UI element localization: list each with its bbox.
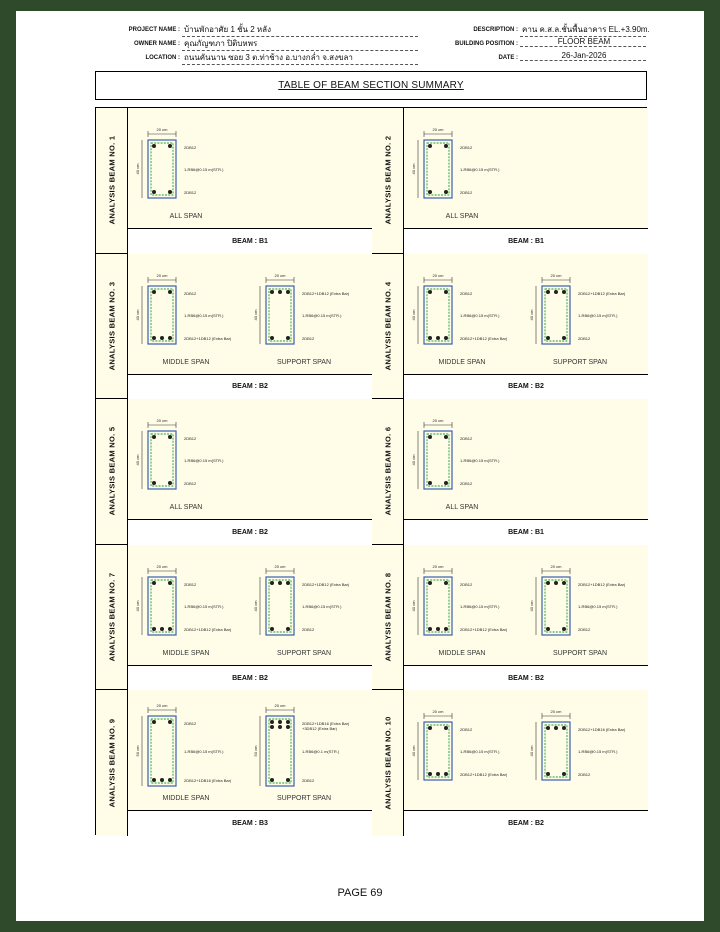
rebar <box>546 290 550 294</box>
bottom-bar-callout: 2DB12+1DB12 (Extra Bar) <box>460 626 508 632</box>
rebar <box>270 627 274 631</box>
rebar <box>270 336 274 340</box>
beam-outline <box>148 716 176 786</box>
rebar <box>270 778 274 782</box>
beam-cell <box>96 108 372 254</box>
width-label: 20 cm <box>156 272 168 278</box>
rebar <box>286 290 290 294</box>
beam-outline <box>148 286 176 344</box>
bottom-bar-callout: 2DB12 <box>302 335 315 341</box>
stirrup-callout: 1-RB6@0.15 m(STR.) <box>460 312 500 318</box>
span-caption: SUPPORT SPAN <box>552 649 608 657</box>
rebar <box>546 726 550 730</box>
section-drawing-area <box>128 690 372 811</box>
bottom-bar-callout: 2DB12+1DB16 (Extra Bar) <box>184 778 232 784</box>
beam-outline <box>424 286 452 344</box>
rebar <box>562 726 566 730</box>
beam-id-label: BEAM : B2 <box>128 520 372 545</box>
span-caption: ALL SPAN <box>445 504 479 512</box>
bottom-bar-callout: 2DB12 <box>302 626 315 632</box>
rebar <box>428 772 432 776</box>
stirrup-callout: 1-RB6@0.15 m(STR.) <box>184 167 224 172</box>
analysis-beam-label <box>96 399 128 544</box>
analysis-beam-number: ANALYSIS BEAM NO. 2 <box>383 135 392 225</box>
analysis-beam-number: ANALYSIS BEAM NO. 7 <box>107 572 116 662</box>
stirrup-callout: 1-RB6@0.15 m(STR.) <box>460 749 500 755</box>
stirrup-callout: 1-RB6@0.15 m(STR.) <box>184 312 224 318</box>
section-drawing-area <box>128 108 372 229</box>
depth-label: 40 cm <box>529 600 534 612</box>
section-drawing <box>128 108 372 229</box>
bottom-bar-callout: 2DB12 <box>184 481 197 487</box>
rebar <box>428 581 432 585</box>
date-label: DATE : <box>498 55 518 61</box>
beam-outline <box>266 577 294 635</box>
beam-cell <box>96 254 372 400</box>
section-drawing <box>404 108 648 229</box>
beam-id-label: BEAM : B2 <box>404 666 648 691</box>
depth-label: 40 cm <box>529 309 534 321</box>
section-drawing <box>128 254 372 375</box>
rebar <box>168 627 172 631</box>
table-title-box <box>95 71 647 100</box>
top-bar-callout: 2DB12 <box>460 145 473 150</box>
stirrup <box>427 289 449 341</box>
section-drawing <box>128 399 372 520</box>
beam-outline <box>148 431 176 489</box>
stirrup-callout: 1-RB6@0.15 m(STR.) <box>302 312 342 318</box>
rebar <box>444 190 448 194</box>
top-bar-callout: 2DB12+1DB12 (Extra Bar) <box>302 290 350 296</box>
rebar <box>152 336 156 340</box>
rebar <box>444 336 448 340</box>
stirrup <box>151 580 173 632</box>
beam-cell <box>372 108 648 254</box>
rebar <box>168 190 172 194</box>
top-bar-callout-extra: +3DB12 (Extra Bar) <box>302 726 338 732</box>
stirrup-callout: 1-RB6@0.15 m(STR.) <box>184 749 224 755</box>
section-drawing-area <box>404 690 648 811</box>
rebar <box>278 720 282 724</box>
rebar <box>270 581 274 585</box>
bottom-bar-callout: 2DB12+1DB12 (Extra Bar) <box>460 335 508 341</box>
rebar <box>168 435 172 439</box>
project-label: PROJECT NAME : <box>128 27 180 33</box>
stirrup <box>427 434 449 486</box>
stirrup <box>545 725 567 777</box>
top-bar-callout: 2DB12 <box>184 436 197 442</box>
beam-outline <box>424 722 452 780</box>
beam-cell <box>96 545 372 691</box>
section-drawing-area <box>128 545 372 666</box>
bottom-bar-callout: 2DB12 <box>460 190 473 195</box>
span-caption: MIDDLE SPAN <box>438 358 486 366</box>
rebar <box>152 144 156 148</box>
rebar <box>562 290 566 294</box>
beam-id-label: BEAM : B2 <box>404 811 648 836</box>
depth-label: 40 cm <box>411 745 416 757</box>
width-label: 20 cm <box>432 272 444 278</box>
project-value: บ้านพักอาศัย 1 ชั้น 2 หลัง <box>182 23 418 37</box>
span-caption: MIDDLE SPAN <box>438 649 486 657</box>
span-caption: SUPPORT SPAN <box>276 649 332 657</box>
section-drawing-area <box>404 399 648 520</box>
stirrup-callout: 1-RB6@0.15 m(STR.) <box>460 167 500 172</box>
width-label: 20 cm <box>432 127 444 132</box>
stirrup <box>545 580 567 632</box>
bottom-bar-callout: 2DB12 <box>578 772 591 778</box>
depth-label: 40 cm <box>253 309 258 321</box>
section-drawing-area <box>404 254 648 375</box>
rebar <box>428 726 432 730</box>
bottom-bar-callout: 2DB12 <box>184 190 197 195</box>
width-label: 20 cm <box>156 563 168 569</box>
width-label: 20 cm <box>432 709 444 715</box>
span-caption: SUPPORT SPAN <box>276 795 332 803</box>
stirrup <box>151 289 173 341</box>
rebar <box>444 290 448 294</box>
stirrup <box>427 725 449 777</box>
width-label: 20 cm <box>274 703 286 709</box>
span-caption: SUPPORT SPAN <box>552 358 608 366</box>
depth-label: 40 cm <box>135 454 140 466</box>
beam-outline <box>424 577 452 635</box>
beam-outline <box>148 577 176 635</box>
width-label: 20 cm <box>432 563 444 569</box>
beam-cell <box>96 399 372 545</box>
section-drawing <box>404 545 648 666</box>
top-bar-callout: 2DB12 <box>184 721 197 727</box>
rebar <box>428 627 432 631</box>
stirrup-callout: 1-RB6@0.15 m(STR.) <box>184 458 224 464</box>
beam-cell <box>372 254 648 400</box>
bottom-bar-callout: 2DB12+1DB12 (Extra Bar) <box>184 335 232 341</box>
beam-id-label: BEAM : B1 <box>404 520 648 545</box>
rebar <box>554 726 558 730</box>
section-drawing-area <box>404 545 648 666</box>
beam-cell <box>96 690 372 836</box>
beam-cell <box>372 399 648 545</box>
width-label: 20 cm <box>274 563 286 569</box>
stirrup-callout: 1-RB6@0.1 m(STR.) <box>302 749 340 755</box>
rebar <box>562 336 566 340</box>
section-drawing <box>128 690 372 811</box>
depth-label: 40 cm <box>411 163 416 175</box>
rebar <box>152 778 156 782</box>
location-label: LOCATION : <box>145 55 180 61</box>
top-bar-callout: 2DB12+1DB16 (Extra Bar) <box>302 721 350 727</box>
beam-outline <box>542 286 570 344</box>
depth-label: 40 cm <box>411 600 416 612</box>
depth-label: 40 cm <box>135 163 140 175</box>
top-bar-callout: 2DB12+1DB12 (Extra Bar) <box>578 290 626 296</box>
rebar <box>428 336 432 340</box>
span-caption: MIDDLE SPAN <box>162 358 210 366</box>
beam-outline <box>542 722 570 780</box>
rebar <box>428 290 432 294</box>
top-bar-callout: 2DB12+1DB16 (Extra Bar) <box>578 727 626 733</box>
width-label: 20 cm <box>550 272 562 278</box>
beam-outline <box>148 140 176 198</box>
beam-outline <box>424 140 452 198</box>
rebar <box>168 581 172 585</box>
rebar <box>278 581 282 585</box>
rebar <box>444 772 448 776</box>
analysis-beam-number: ANALYSIS BEAM NO. 5 <box>107 427 116 516</box>
analysis-beam-number: ANALYSIS BEAM NO. 1 <box>107 135 116 225</box>
rebar <box>554 581 558 585</box>
width-label: 20 cm <box>432 418 444 424</box>
stirrup <box>545 289 567 341</box>
span-caption: SUPPORT SPAN <box>276 358 332 366</box>
top-bar-callout: 2DB12 <box>184 581 197 587</box>
analysis-beam-label <box>96 690 128 836</box>
depth-label: 40 cm <box>411 454 416 466</box>
location-value: ถนนคันนาน ซอย 3 ต.ท่าช้าง อ.บางกล่ำ จ.สงขลา <box>182 51 418 65</box>
depth-label: 40 cm <box>135 309 140 321</box>
beam-id-label: BEAM : B1 <box>128 229 372 254</box>
rebar <box>428 190 432 194</box>
document-sheet <box>16 11 704 921</box>
beam-outline <box>266 286 294 344</box>
rebar <box>270 290 274 294</box>
rebar <box>160 336 164 340</box>
top-bar-callout: 2DB12+1DB12 (Extra Bar) <box>578 581 626 587</box>
section-drawing <box>404 254 648 375</box>
beam-id-label: BEAM : B2 <box>128 375 372 400</box>
stirrup <box>269 580 291 632</box>
top-bar-callout: 2DB12 <box>460 727 473 733</box>
rebar <box>168 290 172 294</box>
beam-cell <box>372 690 648 836</box>
beam-outline <box>424 431 452 489</box>
depth-label: 40 cm <box>529 745 534 757</box>
beam-id-label: BEAM : B3 <box>128 811 372 836</box>
page-number: PAGE 69 <box>337 887 383 899</box>
stirrup <box>151 719 173 783</box>
beam-id-label: BEAM : B2 <box>128 666 372 691</box>
rebar <box>428 144 432 148</box>
description-value: คาน ค.ส.ล.ชั้นพื้นอาคาร EL.+3.90m. <box>520 23 646 37</box>
rebar <box>444 581 448 585</box>
rebar <box>152 720 156 724</box>
rebar <box>286 336 290 340</box>
beam-outline <box>542 577 570 635</box>
analysis-beam-label <box>372 399 404 544</box>
section-drawing-area <box>128 399 372 520</box>
stirrup <box>427 580 449 632</box>
analysis-beam-number: ANALYSIS BEAM NO. 6 <box>383 427 392 516</box>
stirrup <box>427 143 449 195</box>
rebar <box>436 627 440 631</box>
stirrup <box>151 434 173 486</box>
description-label: DESCRIPTION : <box>473 27 518 33</box>
beam-id-label: BEAM : B1 <box>404 229 648 254</box>
rebar <box>168 144 172 148</box>
depth-label: 40 cm <box>411 309 416 321</box>
rebar <box>436 772 440 776</box>
section-drawing <box>404 399 648 520</box>
owner-label: OWNER NAME : <box>134 41 180 47</box>
analysis-beam-number: ANALYSIS BEAM NO. 9 <box>107 718 116 808</box>
rebar <box>160 778 164 782</box>
rebar <box>152 627 156 631</box>
stirrup <box>269 289 291 341</box>
width-label: 20 cm <box>156 418 168 424</box>
rebar <box>444 726 448 730</box>
analysis-beam-label <box>96 254 128 399</box>
rebar <box>444 627 448 631</box>
top-bar-callout: 2DB12 <box>184 145 197 150</box>
depth-label: 40 cm <box>253 600 258 612</box>
date-value: 26-Jan-2026 <box>520 51 646 61</box>
stirrup-callout: 1-RB6@0.15 m(STR.) <box>460 458 500 464</box>
span-caption: ALL SPAN <box>169 213 203 220</box>
span-caption: ALL SPAN <box>445 213 479 220</box>
rebar <box>278 290 282 294</box>
beam-id-label: BEAM : B2 <box>404 375 648 400</box>
rebar <box>562 581 566 585</box>
depth-label: 50 cm <box>253 745 258 757</box>
rebar <box>444 435 448 439</box>
rebar <box>546 581 550 585</box>
width-label: 20 cm <box>156 703 168 709</box>
stirrup-callout: 1-RB6@0.15 m(STR.) <box>578 312 618 318</box>
rebar <box>428 435 432 439</box>
top-bar-callout: 2DB12 <box>460 581 473 587</box>
bottom-bar-callout: 2DB12 <box>578 626 591 632</box>
bottom-bar-callout: 2DB12+1DB12 (Extra Bar) <box>184 626 232 632</box>
bottom-bar-callout: 2DB12 <box>302 778 315 784</box>
rebar <box>152 581 156 585</box>
span-caption: ALL SPAN <box>169 504 203 512</box>
rebar <box>270 720 274 724</box>
rebar <box>428 481 432 485</box>
rebar <box>286 627 290 631</box>
analysis-beam-number: ANALYSIS BEAM NO. 10 <box>383 716 392 810</box>
rebar <box>546 336 550 340</box>
analysis-beam-label <box>96 545 128 690</box>
rebar <box>562 772 566 776</box>
section-drawing <box>404 690 648 811</box>
top-bar-callout: 2DB12 <box>184 290 197 296</box>
width-label: 20 cm <box>550 563 562 569</box>
analysis-beam-label <box>96 108 128 253</box>
analysis-beam-label <box>372 108 404 253</box>
top-bar-callout: 2DB12+1DB12 (Extra Bar) <box>302 581 350 587</box>
rebar <box>278 725 282 729</box>
rebar <box>444 144 448 148</box>
bottom-bar-callout: 2DB12 <box>578 335 591 341</box>
stirrup <box>151 143 173 195</box>
rebar <box>546 627 550 631</box>
owner-value: คุณกัญฑภา ปิติบหพร <box>182 37 418 51</box>
analysis-beam-number: ANALYSIS BEAM NO. 8 <box>383 572 392 662</box>
width-label: 20 cm <box>274 272 286 278</box>
table-title: TABLE OF BEAM SECTION SUMMARY <box>278 80 464 91</box>
bottom-bar-callout: 2DB12+1DB12 (Extra Bar) <box>460 772 508 778</box>
top-bar-callout: 2DB12 <box>460 436 473 442</box>
stirrup-callout: 1-RB6@0.15 m(STR.) <box>460 603 500 609</box>
rebar <box>168 778 172 782</box>
rebar <box>444 481 448 485</box>
rebar <box>546 772 550 776</box>
width-label: 20 cm <box>156 127 168 132</box>
rebar <box>168 336 172 340</box>
stirrup-callout: 1-RB6@0.15 m(STR.) <box>578 749 618 755</box>
depth-label: 40 cm <box>135 600 140 612</box>
width-label: 20 cm <box>550 709 562 715</box>
bottom-bar-callout: 2DB12 <box>460 481 473 487</box>
rebar <box>160 627 164 631</box>
top-bar-callout: 2DB12 <box>460 290 473 296</box>
analysis-beam-number: ANALYSIS BEAM NO. 3 <box>107 281 116 371</box>
rebar <box>286 725 290 729</box>
rebar <box>286 720 290 724</box>
stirrup-callout: 1-RB6@0.15 m(STR.) <box>302 603 342 609</box>
beam-summary-table <box>95 107 647 835</box>
beam-cell <box>372 545 648 691</box>
stirrup-callout: 1-RB6@0.15 m(STR.) <box>184 603 224 609</box>
position-label: BUILDING POSITION : <box>455 41 518 47</box>
analysis-beam-label <box>372 254 404 399</box>
rebar <box>152 290 156 294</box>
rebar <box>286 581 290 585</box>
rebar <box>168 481 172 485</box>
rebar <box>152 190 156 194</box>
rebar <box>554 290 558 294</box>
rebar <box>436 336 440 340</box>
rebar <box>286 778 290 782</box>
span-caption: MIDDLE SPAN <box>162 795 210 803</box>
depth-label: 50 cm <box>135 745 140 757</box>
section-drawing-area <box>128 254 372 375</box>
analysis-beam-label <box>372 690 404 836</box>
analysis-beam-number: ANALYSIS BEAM NO. 4 <box>383 281 392 371</box>
span-caption: MIDDLE SPAN <box>162 649 210 657</box>
rebar <box>168 720 172 724</box>
stirrup-callout: 1-RB6@0.15 m(STR.) <box>578 603 618 609</box>
rebar <box>152 435 156 439</box>
rebar <box>562 627 566 631</box>
rebar <box>270 725 274 729</box>
position-value: FLOOR BEAM <box>520 37 646 47</box>
section-drawing <box>128 545 372 666</box>
section-drawing-area <box>404 108 648 229</box>
rebar <box>152 481 156 485</box>
analysis-beam-label <box>372 545 404 690</box>
